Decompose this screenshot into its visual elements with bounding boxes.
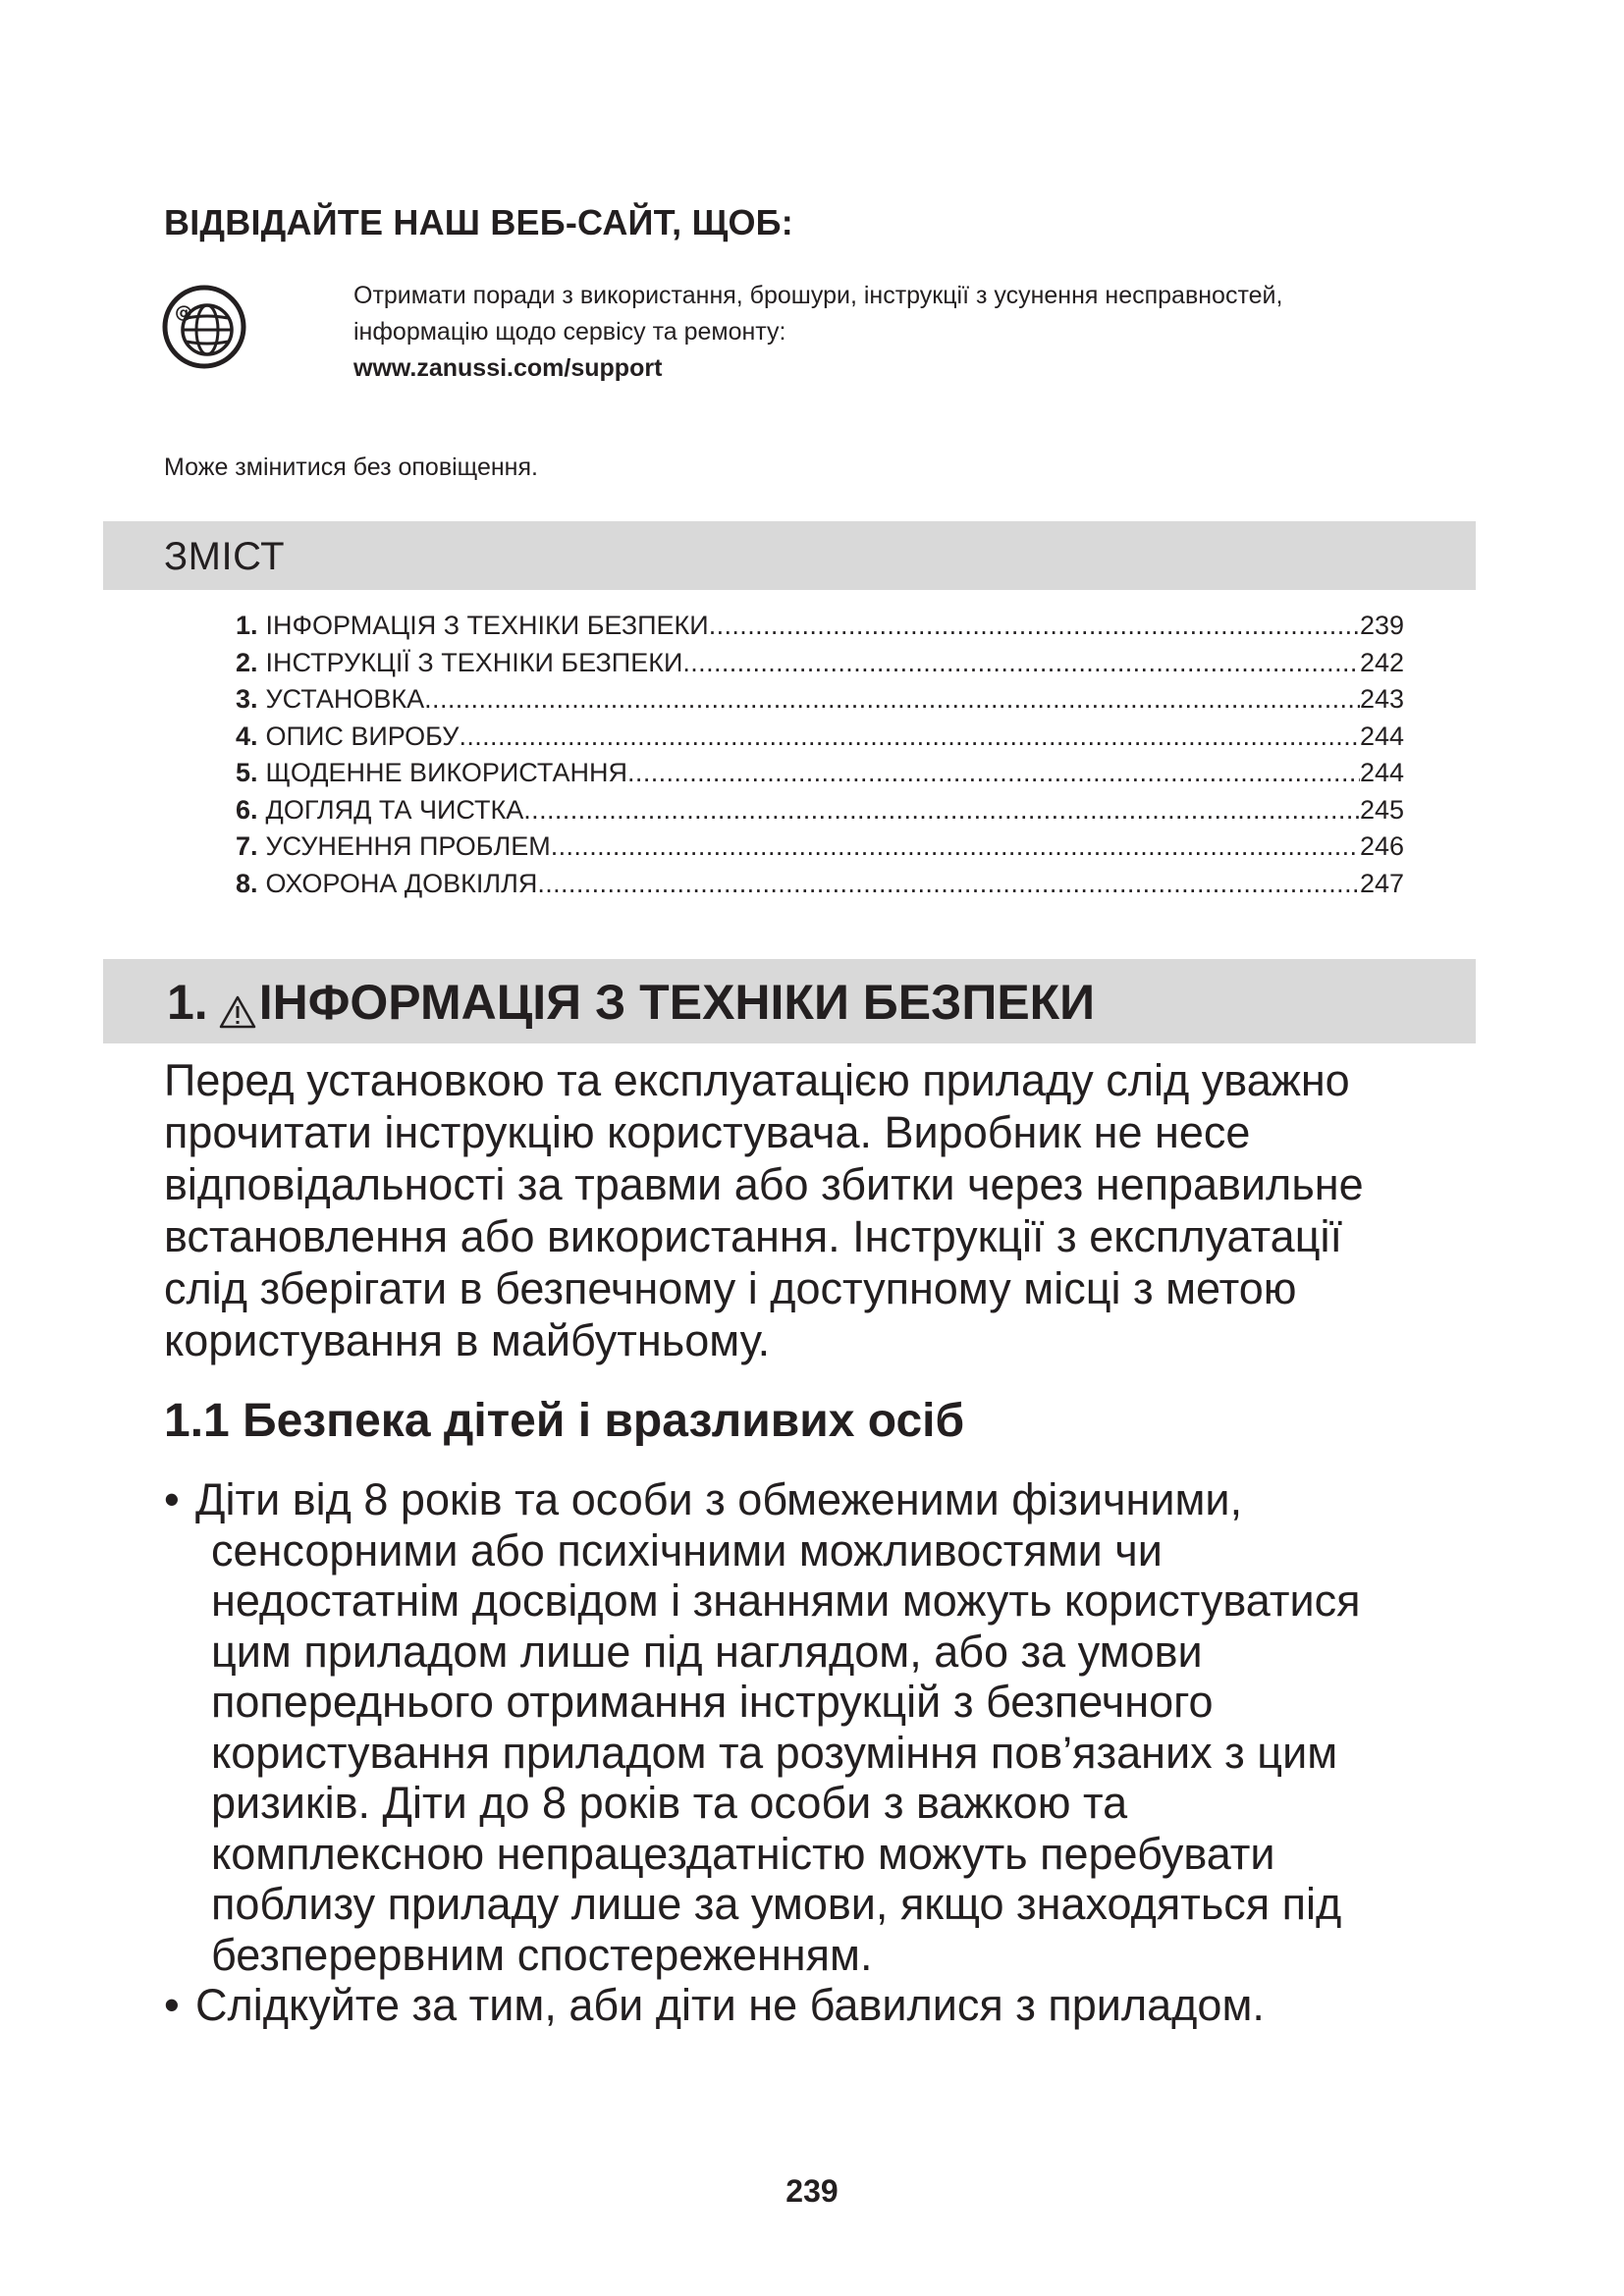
toc-item-number: 2.	[236, 647, 258, 677]
toc-leader-dots	[537, 866, 1360, 903]
bullet-line: недостатнім досвідом і знаннями можуть користуватися	[211, 1575, 1361, 1626]
toc-item-page: 244	[1359, 721, 1404, 751]
toc-leader-dots	[627, 755, 1360, 792]
visit-description	[353, 278, 1282, 387]
bullet-line: комплексною непрацездатністю можуть перебувати	[211, 1828, 1275, 1879]
toc-leader-dots	[709, 608, 1360, 645]
toc-item[interactable]	[236, 719, 1404, 756]
toc-item-page: 246	[1359, 831, 1404, 861]
toc-item-number: 6.	[236, 794, 258, 825]
warning-icon	[218, 985, 257, 1020]
toc-item-page: 243	[1359, 684, 1404, 714]
toc-item-page: 242	[1359, 647, 1404, 677]
toc-item[interactable]	[236, 792, 1404, 829]
toc-item[interactable]	[236, 828, 1404, 866]
globe-icon	[160, 283, 248, 371]
toc-leader-dots	[682, 645, 1360, 682]
toc-item-label: ЩОДЕННЕ ВИКОРИСТАННЯ	[265, 758, 628, 787]
toc-item-label: ІНФОРМАЦІЯ З ТЕХНІКИ БЕЗПЕКИ	[265, 611, 709, 640]
toc-leader-dots	[551, 828, 1360, 866]
toc-item-page: 239	[1359, 611, 1404, 640]
toc-item-number: 4.	[236, 721, 258, 751]
toc-item-number: 5.	[236, 758, 258, 787]
toc-item[interactable]	[236, 681, 1404, 719]
toc-item-number: 1.	[236, 611, 258, 640]
toc-item-label: УСТАНОВКА	[265, 684, 425, 714]
support-link[interactable]: www.zanussi.com/support	[353, 354, 663, 382]
toc-item-label: ОПИС ВИРОБУ	[265, 721, 460, 751]
bullet-line: користування приладом та розуміння пов’язаних з цим	[211, 1727, 1338, 1778]
toc-item[interactable]	[236, 645, 1404, 682]
bullet-line: попереднього отримання інструкцій з безпечного	[211, 1677, 1214, 1727]
toc-item-number: 7.	[236, 831, 258, 861]
section-title-text: ІНФОРМАЦІЯ З ТЕХНІКИ БЕЗПЕКИ	[258, 975, 1096, 1030]
toc-list	[236, 608, 1404, 902]
visit-line-2: інформацію щодо сервісу та ремонту:	[353, 318, 786, 346]
visit-line-1: Отримати поради з використання, брошури, інструкції з усунення несправностей,	[353, 282, 1283, 309]
intro-line: відповідальності за травми або збитки через неправильне	[164, 1159, 1364, 1209]
bullet-line: безперервним спостереженням.	[211, 1929, 873, 1980]
toc-item-label: ДОГЛЯД ТА ЧИСТКА	[265, 794, 524, 825]
intro-line: Перед установкою та експлуатацією приладу слід уважно	[164, 1055, 1350, 1105]
toc-title: ЗМІСТ	[164, 535, 286, 578]
bullet-line: поблизу приладу лише за умови, якщо знаходяться під	[211, 1879, 1342, 1929]
toc-item-number: 8.	[236, 868, 258, 898]
intro-line: слід зберігати в безпечному і доступному місці з метою	[164, 1263, 1297, 1313]
bullet-line: ризиків. Діти до 8 років та особи з важкою та	[211, 1778, 1128, 1828]
intro-line: прочитати інструкцію користувача. Виробник не несе	[164, 1107, 1251, 1157]
bullet-line: цим приладом лише під наглядом, або за умови	[211, 1626, 1203, 1677]
bullet-item	[164, 1980, 1499, 2031]
intro-line: користування в майбутньому.	[164, 1315, 771, 1365]
toc-leader-dots	[523, 792, 1360, 829]
visit-heading: ВІДВІДАЙТЕ НАШ ВЕБ-САЙТ, ЩОБ:	[164, 202, 793, 242]
change-notice: Може змінитися без оповіщення.	[164, 454, 538, 481]
section-title	[167, 974, 1095, 1031]
toc-item-page: 245	[1359, 794, 1404, 825]
section-header-bar	[103, 959, 1476, 1043]
bullet-line: сенсорними або психічними можливостями чи	[211, 1524, 1163, 1575]
toc-item-label: ІНСТРУКЦІЇ З ТЕХНІКИ БЕЗПЕКИ	[265, 647, 683, 677]
page-number: 239	[785, 2173, 839, 2209]
toc-item-label: ОХОРОНА ДОВКІЛЛЯ	[265, 868, 538, 898]
bullet-line: • Діти від 8 років та особи з обмеженими фізичними,	[195, 1474, 1243, 1524]
intro-line: встановлення або використання. Інструкції з експлуатації	[164, 1211, 1342, 1261]
section-number: 1.	[167, 975, 208, 1030]
bullet-item	[164, 1474, 1499, 1980]
toc-item[interactable]	[236, 755, 1404, 792]
toc-item[interactable]	[236, 866, 1404, 903]
toc-leader-dots	[459, 719, 1360, 756]
subsection-title: 1.1 Безпека дітей і вразливих осіб	[164, 1395, 965, 1447]
toc-leader-dots	[424, 681, 1360, 719]
intro-paragraph	[164, 1054, 1499, 1366]
safety-bullet-list	[164, 1474, 1499, 2031]
bullet-line: • Слідкуйте за тим, аби діти не бавилися з приладом.	[195, 1980, 1265, 2030]
svg-text:@: @	[175, 302, 192, 323]
toc-header-bar	[103, 521, 1476, 590]
toc-item[interactable]	[236, 608, 1404, 645]
toc-item-page: 244	[1359, 758, 1404, 787]
toc-item-number: 3.	[236, 684, 258, 714]
toc-item-page: 247	[1359, 868, 1404, 898]
toc-item-label: УСУНЕННЯ ПРОБЛЕМ	[265, 831, 551, 861]
